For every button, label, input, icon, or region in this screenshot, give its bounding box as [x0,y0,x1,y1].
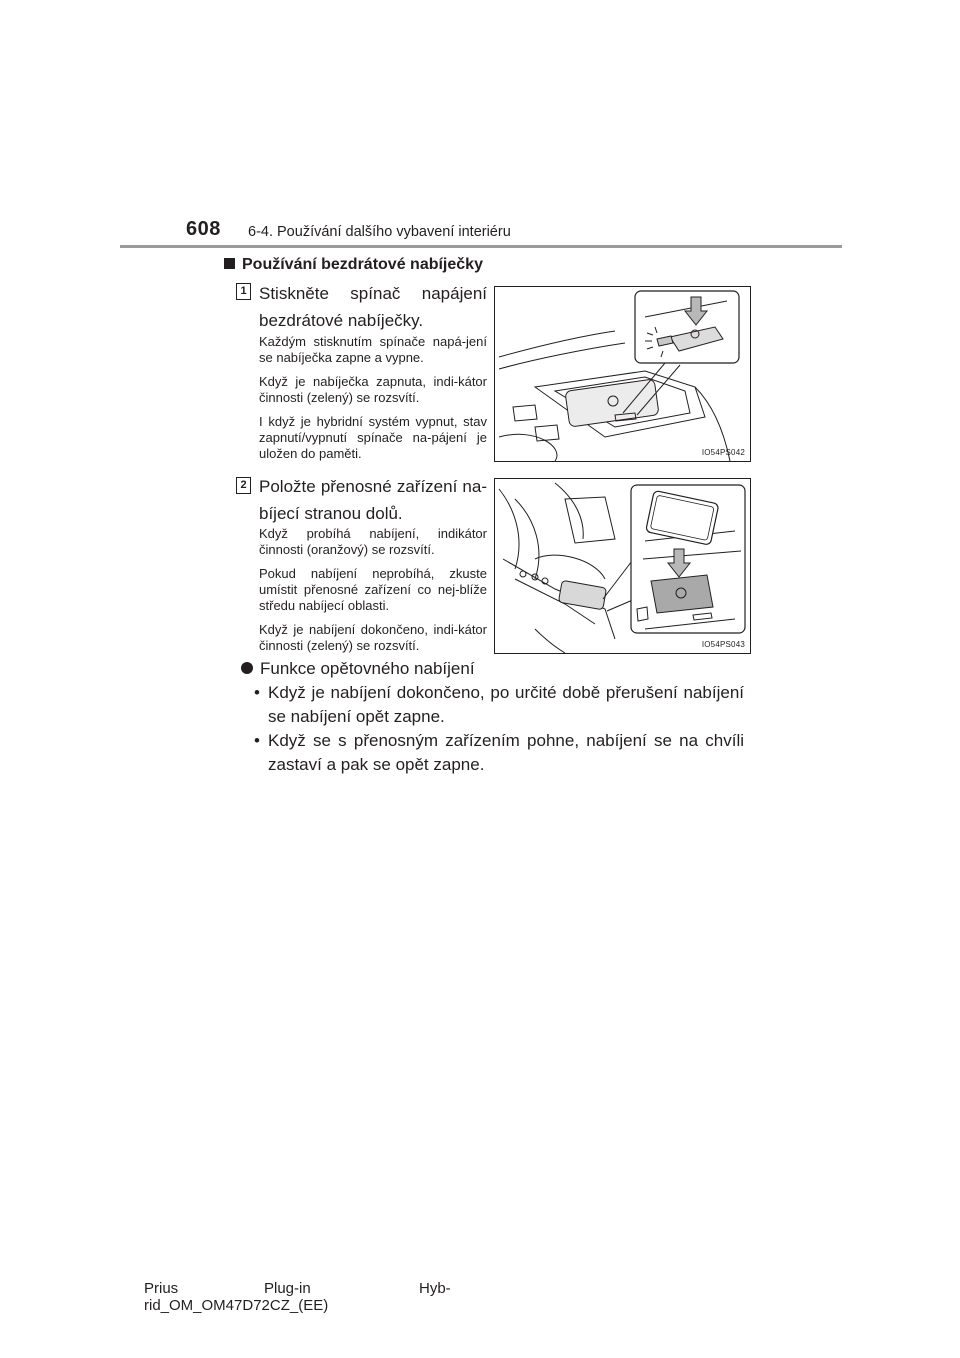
small-bullet-icon: • [254,731,260,750]
square-bullet-icon [224,258,235,269]
step-2-note-2: Pokud nabíjení neprobíhá, zkuste umístit přenosné zařízení co nej-blíže středu nabíjecí oblasti. [259,566,487,613]
recharge-heading-text: Funkce opětovného nabíjení [260,659,475,678]
section-title-text: Používání bezdrátové nabíječky [242,256,483,273]
figure-charger-switch [494,286,751,462]
figure-1-code: IO54PS042 [701,448,745,457]
footer [144,1280,451,1314]
recharge-heading [241,659,475,679]
step-1-line-2: bezdrátové nabíječky. [259,311,424,330]
small-bullet-icon: • [254,683,260,702]
recharge-item-2 [254,729,744,777]
step-1-line-1: Stiskněte spínač napájení [259,284,487,303]
recharge-item-2-text: Když se s přenosným zařízením pohne, nabíjení se na chvíli zastaví a pak se opět zapne. [268,731,744,774]
step-1-note-1: Každým stisknutím spínače napá-jení se nabíječka zapne a vypne. [259,334,487,365]
figure-2-code: IO54PS043 [701,640,745,649]
step-2-line-1: Položte přenosné zařízení na- [259,477,487,496]
step-1-note-2: Když je nabíječka zapnuta, indi-kátor činnosti (zelený) se rozsvítí. [259,374,487,405]
header-rule [120,245,842,248]
footer-doc-id: rid_OM_OM47D72CZ_(EE) [144,1297,329,1314]
section-title [224,256,483,274]
step-2-note-1: Když probíhá nabíjení, indikátor činnosti (oranžový) se rozsvítí. [259,526,487,557]
recharge-item-1 [254,681,744,729]
page-number: 608 [186,218,221,240]
footer-model: Prius [144,1280,179,1297]
step-1-note-3: I když je hybridní systém vypnut, stav zapnutí/vypnutí spínače na-pájení je uložen do paměti. [259,414,487,461]
round-bullet-icon [241,662,253,674]
figure-place-device [494,478,751,654]
place-device-illustration [495,479,750,653]
step-1-text [259,280,487,334]
footer-hybrid: Hyb- [419,1280,451,1297]
step-2-line-2: bíjecí stranou dolů. [259,504,403,523]
chapter-title: 6-4. Používání dalšího vybavení interiéru [248,224,511,240]
step-number-2: 2 [236,477,251,494]
step-number-1: 1 [236,283,251,300]
charger-switch-illustration [495,287,750,461]
step-2-note-3: Když je nabíjení dokončeno, indi-kátor činnosti (zelený) se rozsvítí. [259,622,487,653]
footer-plugin: Plug-in [264,1280,311,1297]
recharge-item-1-text: Když je nabíjení dokončeno, po určité době přerušení nabíjení se nabíjení opět zapne. [268,683,744,726]
step-2-text [259,473,487,527]
